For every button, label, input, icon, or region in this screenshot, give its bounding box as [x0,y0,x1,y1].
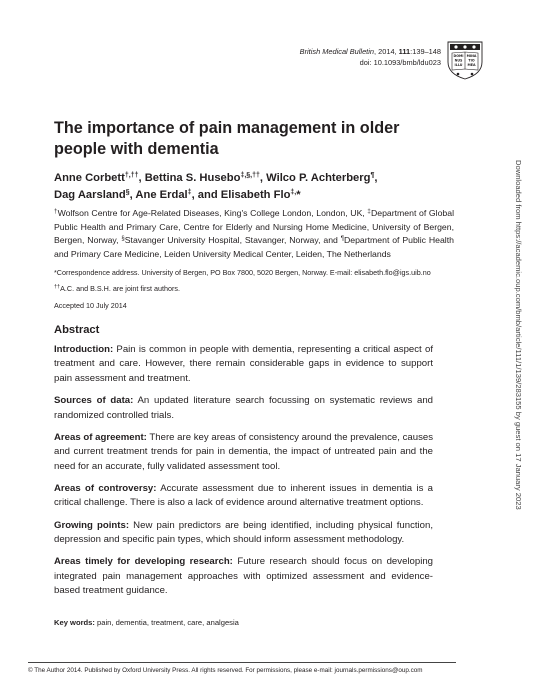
abstract-heading: Abstract [54,324,100,336]
abstract-section [54,394,433,423]
download-watermark: Downloaded from https://academic.oup.com/bmb/article/111/1/139/283155 by guest on 17 January 2023 [514,160,523,510]
author-name: Ane Erdal [135,189,188,201]
journal-volume: 111 [398,47,411,56]
author-affiliation-mark: § [125,189,130,196]
affiliation-mark: ‡ [367,209,371,215]
abstract-section-label: Areas timely for developing research: [54,556,233,568]
accepted-date: Accepted 10 July 2014 [54,301,127,310]
abstract-section-text: New pain predictors are being identified, including physical function, depression and specific pain types, which should inform assessment methodology. [54,519,433,546]
affiliation-mark: § [121,236,125,243]
journal-year: , 2014, [374,47,399,56]
author-separator: , [129,189,136,201]
affiliation-text: Stavanger University Hospital, Stavanger, Norway, and [124,235,341,246]
author-name: Wilco P. Achterberg [266,172,371,184]
author-separator: , [259,172,267,184]
crest-text: NUS [454,58,463,63]
author-name: Dag Aarsland [54,189,126,201]
abstract-section [54,343,433,386]
author-affiliation-mark: ¶ [370,172,375,179]
article-title: The importance of pain management in older people with dementia [54,119,400,158]
crest-text: TIO [468,58,475,63]
crest-text: MINA [466,54,477,58]
author-list [54,170,454,204]
author-separator: , [374,172,378,184]
joint-note-text: A.C. and B.S.H. are joint first authors. [60,284,180,293]
journal-doi: doi: 10.1093/bmb/ldu023 [359,58,441,67]
correspondence-address: *Correspondence address. University of Bergen, PO Box 7800, 5020 Bergen, Norway. E-mail: elisabeth.flo@igs.uib.no [54,268,431,277]
abstract-section [54,431,433,474]
abstract-section-label: Introduction: [54,344,114,355]
affiliation-text: Department of Public Health and Primary Care Medicine, Leiden University Medical Center, Leiden, The Netherlands [54,235,454,259]
affiliation-mark: ¶ [340,236,344,243]
copyright-notice: © The Author 2014. Published by Oxford University Press. All rights reserved. For permissions, please e-mail: journals.permissions@oup.com [28,667,423,674]
author-affiliation-mark: ‡, [290,189,297,196]
journal-pages: :139–148 [410,47,441,56]
author-name: Elisabeth Flo [220,189,291,201]
abstract-section-text: Future research should focus on developing integrated pain management approaches with optimized assessment and evidence-based treatment guidance. [54,556,434,597]
crest-text: ILLU [454,63,463,67]
abstract-section [54,555,433,598]
abstract-section [54,482,433,511]
author-separator: , and [191,189,221,201]
abstract-section-label: Areas of controversy: [54,482,157,494]
author-name: Anne Corbett [54,172,125,184]
abstract-section-text: An updated literature search focussing on systematic reviews and randomized controlled trials. [54,395,433,421]
abstract-section [54,519,433,548]
abstract-section-text: There are key areas of consistency around the prevalence, causes and current treatment trends for pain in dementia, the impact of untreated pain and the need for an accurate, fully validated assessment tool. [54,431,433,472]
abstract-section-label: Sources of data: [54,395,134,407]
affiliation-mark: † [54,209,58,215]
footer-divider [28,662,456,663]
author-name: Bettina S. Husebo [144,172,241,184]
abstract-section-text: Accurate assessment due to inherent issues in dementia is a critical challenge. There is also a lack of evidence around alternative treatment options. [54,482,433,509]
corresponding-author-mark: * [296,189,301,201]
abstract-section-label: Areas of agreement: [54,431,147,443]
author-affiliation-mark: ‡ [187,189,192,196]
author-affiliation-mark: ‡,§,†† [240,172,260,179]
journal-citation [300,46,441,68]
affiliations [54,207,454,261]
abstract-section-text: Pain is common in people with dementia, representing a critical aspect of treatment and care. However, there remain considerable gaps in evidence to support pain assessment and treatment. [54,344,433,384]
author-affiliation-mark: †,†† [124,172,139,179]
affiliation-text: Wolfson Centre for Age-Related Diseases, King's College London, London, UK, [57,208,368,218]
oxford-crest-logo [446,40,484,80]
keywords-label: Key words: [54,618,95,627]
abstract-section-label: Growing points: [54,519,130,531]
keywords [54,618,239,628]
journal-name: British Medical Bulletin [299,47,374,56]
joint-note-mark: †† [54,284,61,290]
author-separator: , [138,172,145,184]
joint-author-note [54,284,454,294]
abstract-body [54,343,433,606]
crest-text: DOMI [453,54,464,58]
keywords-text: pain, dementia, treatment, care, analgesia [94,618,239,627]
crest-text: MEA [467,63,476,67]
affiliation-text: Department of Global Public Health and Primary Care, Centre for Elderly and Nursing Home Medicine, University of Bergen, Bergen, Norway, [54,208,454,246]
